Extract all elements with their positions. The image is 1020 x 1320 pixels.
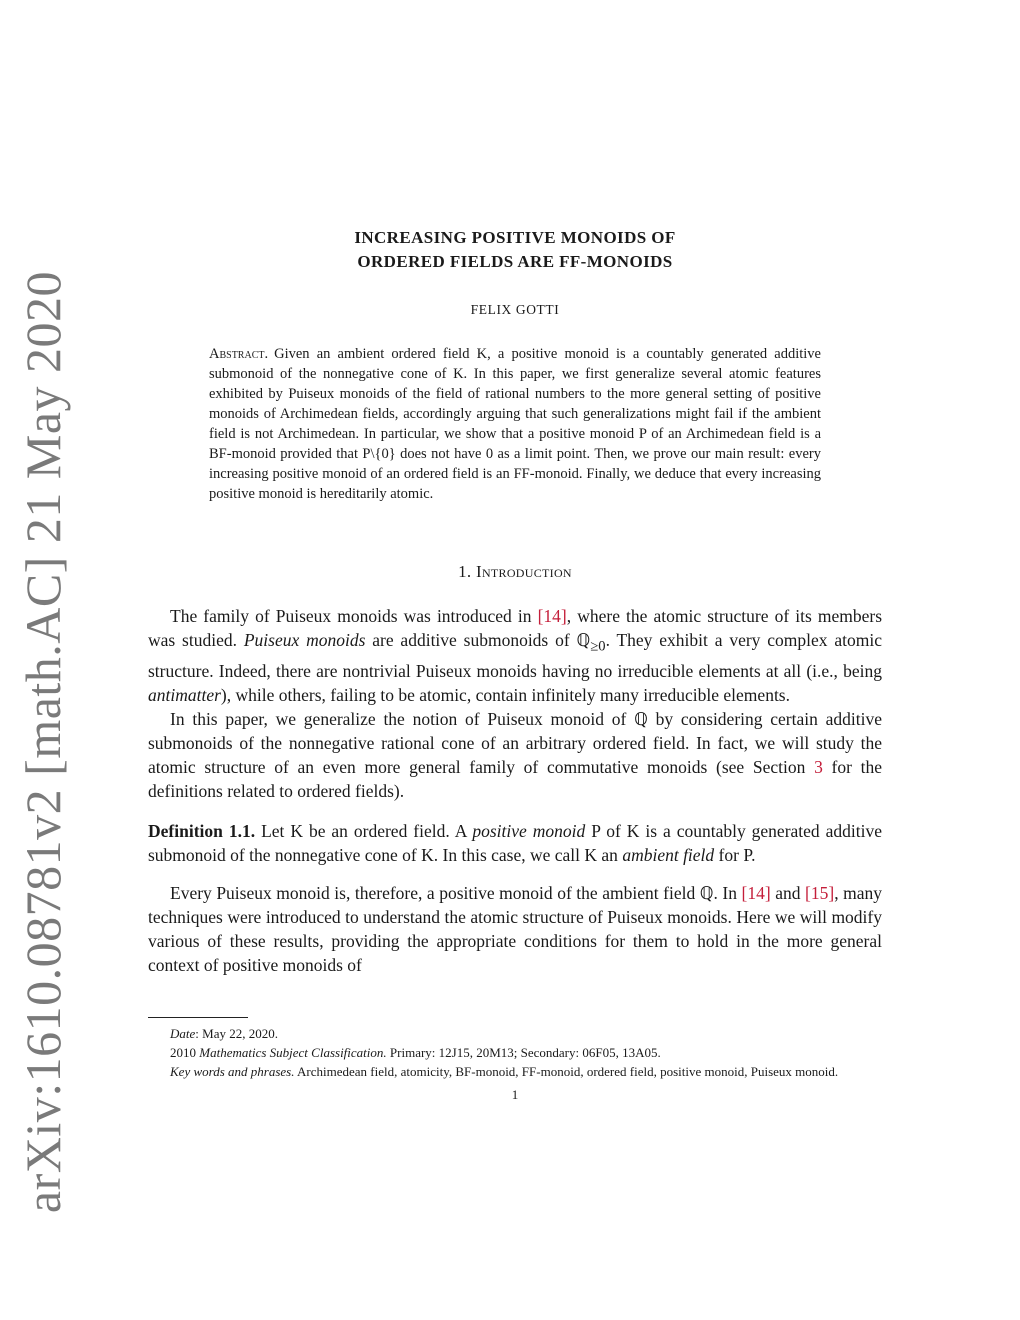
text-run: , many techniques were introduced to understand the atomic structure of Puiseux monoids. Here we will modify various of these results, providing the appropriate conditions for them to hold in the more general context of positive monoids of — [148, 882, 882, 975]
citation-link-15[interactable]: [15] — [805, 882, 835, 903]
term-ambient-field: ambient field — [622, 844, 715, 865]
keywords-label: Key words and phrases. — [170, 1063, 295, 1079]
author-name: FELIX GOTTI — [470, 302, 560, 317]
abstract — [209, 344, 821, 504]
abstract-label: Abstract. — [209, 346, 269, 362]
text-run: Let K be an ordered field. A — [261, 820, 473, 841]
text-run: The family of Puiseux monoids was introduced in — [170, 606, 538, 626]
text-run: . They exhibit a very complex atomic structure. Indeed, there are nontrivial Puiseux monoids having no irreducible elements at all (i.e., being — [148, 630, 882, 681]
section-heading-introduction: 1. Introduction — [458, 562, 572, 581]
text-run: for P. — [714, 844, 756, 865]
citation-link-14[interactable]: [14] — [537, 606, 567, 626]
arxiv-stamp — [4, 222, 82, 1262]
definition-1-1 — [148, 819, 882, 867]
msc-value: Primary: 12J15, 20M13; Secondary: 06F05, 13A05. — [386, 1044, 661, 1060]
footnote-date — [148, 1024, 882, 1043]
intro-paragraph-1 — [148, 604, 882, 707]
text-run: ), while others, failing to be atomic, contain infinitely many irreducible elements. — [220, 684, 790, 705]
section-ref-link-3[interactable]: 3 — [814, 756, 823, 777]
subscript-geq-zero: ≥0 — [590, 638, 606, 655]
text-run: Every Puiseux monoid is, therefore, a positive monoid of the ambient field ℚ. In — [170, 882, 742, 903]
text-run: are additive submonoids of ℚ — [365, 630, 591, 650]
page-number: 1 — [511, 1086, 519, 1102]
paper-title — [148, 226, 882, 274]
arxiv-stamp-text: arXiv:1610.08781v2 [math.AC] 21 May 2020 — [15, 270, 71, 1214]
footnote-divider — [148, 1017, 248, 1018]
msc-year: 2010 — [170, 1044, 200, 1060]
date-label: Date — [170, 1025, 196, 1041]
term-puiseux-monoids: Puiseux monoids — [243, 630, 366, 650]
intro-paragraph-3 — [148, 881, 882, 977]
text-run: for the definitions related to ordered fields). — [148, 756, 882, 801]
text-run: P of K is a countably generated additive submonoid of the nonnegative cone of K. In this case, we call K an — [148, 820, 882, 865]
title-line-2: ORDERED FIELDS ARE FF-MONOIDS — [357, 252, 673, 271]
term-positive-monoid: positive monoid — [472, 820, 586, 841]
footnotes — [148, 1024, 882, 1081]
footnote-msc — [148, 1043, 882, 1062]
citation-link-14[interactable]: [14] — [741, 882, 771, 903]
intro-paragraph-2 — [148, 707, 882, 803]
title-line-1: INCREASING POSITIVE MONOIDS OF — [354, 228, 676, 247]
paper-page — [148, 0, 882, 1103]
text-run: and — [770, 882, 806, 903]
text-run: , where the atomic structure of its members was studied. — [148, 606, 883, 650]
definition-label: Definition 1.1. — [148, 820, 256, 841]
date-value: : May 22, 2020. — [195, 1025, 278, 1041]
abstract-text: Given an ambient ordered field K, a positive monoid is a countably generated additive submonoid of the nonnegative cone of K. In this paper, we first generalize several atomic features exhibited by Puiseux monoids of the field of rational numbers to the more general setting of positive monoids of Archimedean fields, accordingly arguing that such generalizations might fail if the ambient field is not Archimedean. In particular, we show that a positive monoid P of an Archimedean field is a BF-monoid provided that P\{0} does not have 0 as a limit point. Then, we prove our main result: every increasing positive monoid of an ordered field is an FF-monoid. Finally, we deduce that every increasing positive monoid is hereditarily atomic. — [209, 346, 821, 502]
term-antimatter: antimatter — [148, 684, 221, 705]
keywords-value: Archimedean field, atomicity, BF-monoid, FF-monoid, ordered field, positive monoid, Puiseux monoid. — [294, 1063, 839, 1079]
msc-label: Mathematics Subject Classification. — [199, 1044, 387, 1060]
footnote-keywords — [148, 1062, 882, 1081]
text-run: In this paper, we generalize the notion of Puiseux monoid of ℚ by considering certain additive submonoids of the nonnegative rational cone of an arbitrary ordered field. In fact, we will study the atomic structure of an even more general family of commutative monoids (see Section — [148, 708, 882, 777]
